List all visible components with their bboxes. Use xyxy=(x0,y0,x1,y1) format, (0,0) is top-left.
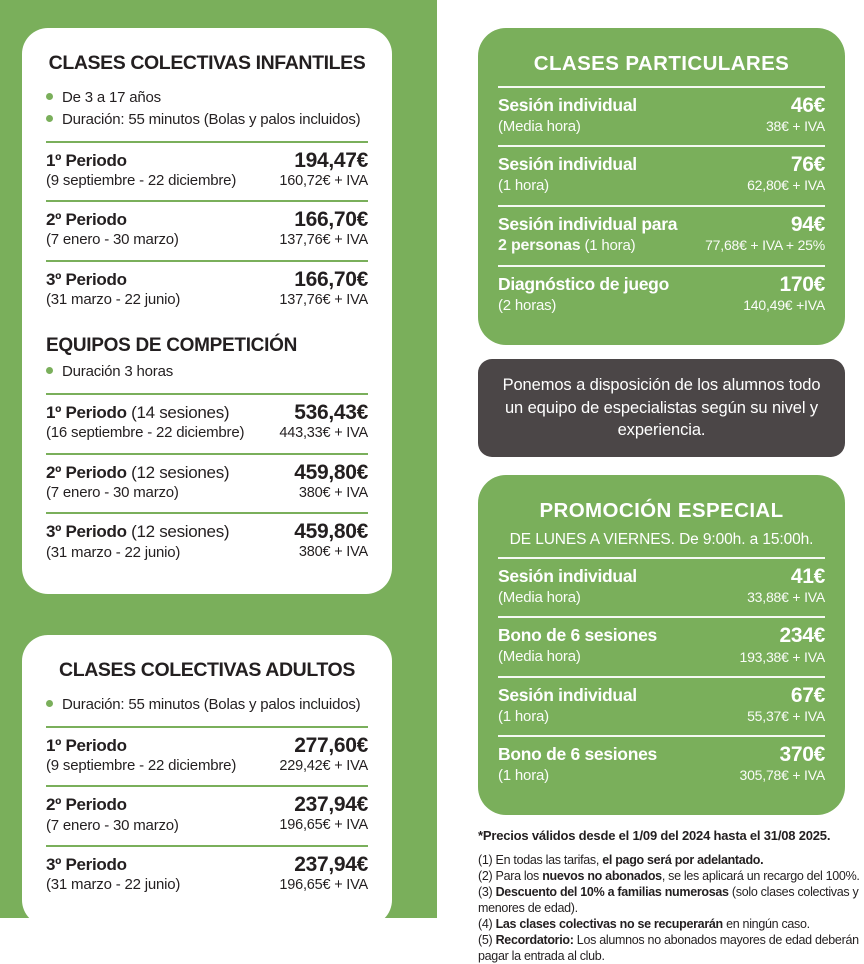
row-sublabel: (16 septiembre - 22 diciembre) xyxy=(46,424,245,442)
price-row-title xyxy=(498,154,743,176)
price-row-title xyxy=(46,462,290,483)
price-row-subtitle xyxy=(46,543,290,563)
price-row-title xyxy=(498,744,736,766)
price-row-labels xyxy=(498,625,740,666)
adultos-bullet-list xyxy=(46,694,368,716)
row-label-note: (14 sesiones) xyxy=(131,403,230,423)
row-price-detail: 62,80€ + IVA xyxy=(747,177,825,194)
row-label: 1º Periodo xyxy=(46,150,127,170)
footnote-text: (4) xyxy=(478,916,496,931)
footnote-text: , se les aplicará un recargo del 100%. xyxy=(661,868,860,883)
row-label: Sesión individual xyxy=(498,154,637,175)
price-row-amounts xyxy=(740,625,826,666)
row-label: Sesión individual xyxy=(498,684,637,705)
footnote-bold-text: el pago será por adelantado. xyxy=(602,852,764,867)
infantiles-bullet-list xyxy=(46,87,368,131)
price-row-labels xyxy=(46,150,279,191)
specialists-notice-box xyxy=(478,359,845,457)
row-label-note: (12 sesiones) xyxy=(131,522,230,542)
price-row xyxy=(498,265,825,324)
price-row-labels xyxy=(46,209,279,250)
price-row-amounts xyxy=(279,402,368,444)
card-clases-colectivas-infantiles xyxy=(22,28,392,594)
price-row xyxy=(498,735,825,794)
price-row-labels xyxy=(498,566,747,607)
row-sublabel: (31 marzo - 22 junio) xyxy=(46,543,181,561)
bullet-dot-icon xyxy=(46,700,53,707)
row-price: 237,94€ xyxy=(294,793,368,817)
footnote-bold-text: Recordatorio: xyxy=(495,932,577,947)
price-row-amounts xyxy=(294,521,368,563)
row-label: 3º Periodo xyxy=(46,269,127,289)
row-sublabel: (1 hora) xyxy=(498,767,549,785)
price-row-labels xyxy=(46,854,279,895)
price-row-amounts xyxy=(747,566,825,607)
price-row-title xyxy=(46,854,275,875)
price-row-subtitle xyxy=(46,423,275,443)
row-price-detail: 160,72€ + IVA xyxy=(279,172,368,189)
row-sublabel: (7 enero - 30 marzo) xyxy=(46,231,179,249)
bullet-text: Duración: 55 minutos (Bolas y palos incluidos) xyxy=(62,110,361,128)
price-row-labels xyxy=(498,154,747,195)
bullet-dot-icon xyxy=(46,367,53,374)
price-row-amounts xyxy=(279,209,368,251)
price-row-subtitle xyxy=(46,483,290,503)
row-label: Diagnóstico de juego xyxy=(498,274,669,295)
row-label-note: (12 sesiones) xyxy=(131,462,230,482)
row-sublabel: (9 septiembre - 22 diciembre) xyxy=(46,756,237,774)
price-row-labels xyxy=(46,462,294,503)
card-clases-colectivas-adultos xyxy=(22,635,392,927)
row-price: 46€ xyxy=(790,94,825,117)
price-row xyxy=(46,141,368,201)
price-row-title xyxy=(46,269,275,290)
price-row-title xyxy=(498,566,743,588)
row-label: 2º Periodo xyxy=(46,795,127,815)
bullet-text: Duración: 55 minutos (Bolas y palos incluidos) xyxy=(62,695,361,713)
footnote-item xyxy=(478,916,864,932)
row-price-detail: 196,65€ + IVA xyxy=(279,817,368,834)
footnote-text: (solo clases colectivas y menores de edad). xyxy=(478,884,859,915)
bullet-item xyxy=(46,361,368,383)
row-label: Bono de 6 sesiones xyxy=(498,625,657,646)
price-row-amounts xyxy=(747,685,825,726)
row-price: 536,43€ xyxy=(294,401,368,425)
price-row-subtitle xyxy=(498,296,739,316)
row-price-detail: 229,42€ + IVA xyxy=(279,757,368,774)
price-row xyxy=(498,86,825,145)
price-row-labels xyxy=(498,685,747,726)
price-row xyxy=(498,676,825,735)
price-row-subtitle xyxy=(498,236,701,257)
row-price: 166,70€ xyxy=(294,267,368,291)
footnote-text: en ningún caso. xyxy=(726,916,810,931)
price-row-title xyxy=(46,150,275,171)
footnote-text: (2) Para los xyxy=(478,868,543,883)
row-sublabel: (31 marzo - 22 junio) xyxy=(46,290,181,308)
card-clases-particulares xyxy=(478,28,845,345)
row-price-detail: 193,38€ + IVA xyxy=(739,648,825,665)
footnote-list xyxy=(478,852,864,964)
footnote-item xyxy=(478,932,864,964)
row-price: 166,70€ xyxy=(294,208,368,232)
footnote-bold-text: Las clases colectivas no se recuperarán xyxy=(495,916,727,931)
row-sublabel: (Media hora) xyxy=(498,588,581,606)
row-label: 3º Periodo xyxy=(46,854,127,874)
particulares-price-rows xyxy=(498,86,825,325)
price-row-title xyxy=(498,95,762,117)
footnote-bold-text: Descuento del 10% a familias numerosas xyxy=(495,884,732,899)
left-green-panel xyxy=(0,0,437,918)
price-row xyxy=(498,557,825,616)
row-sublabel: (7 enero - 30 marzo) xyxy=(46,816,179,834)
row-price-detail: 380€ + IVA xyxy=(298,484,368,501)
row-price-detail: 443,33€ + IVA xyxy=(279,425,368,442)
price-row-subtitle xyxy=(498,707,743,727)
row-label: Sesión individual para xyxy=(498,213,678,234)
price-row-subtitle xyxy=(46,875,275,895)
price-row xyxy=(46,200,368,260)
equipos-bullet-list xyxy=(46,361,368,383)
price-row xyxy=(498,205,825,266)
bullet-text: De 3 a 17 años xyxy=(62,89,161,106)
row-label: 2º Periodo xyxy=(46,210,127,230)
price-row-amounts xyxy=(743,274,825,315)
row-price: 94€ xyxy=(790,212,825,236)
price-row-amounts xyxy=(279,854,368,896)
price-row-subtitle xyxy=(46,230,275,250)
footnotes-section xyxy=(478,828,864,964)
row-price: 76€ xyxy=(790,153,825,177)
price-row xyxy=(46,260,368,320)
footnote-item xyxy=(478,884,864,916)
bullet-item xyxy=(46,109,368,131)
price-row-title xyxy=(498,625,736,647)
row-sublabel-bold: 2 personas xyxy=(498,236,581,254)
footnote-item xyxy=(478,852,864,868)
infantiles-price-rows xyxy=(46,141,368,320)
row-sublabel: (1 hora) xyxy=(584,236,636,254)
price-row-subtitle xyxy=(46,290,275,310)
footnote-text: (3) xyxy=(478,884,496,899)
row-label: 1º Periodo xyxy=(46,735,127,755)
price-row-labels xyxy=(498,95,766,136)
row-price: 67€ xyxy=(790,683,825,707)
row-label: 1º Periodo xyxy=(46,403,127,423)
footnote-text: Los alumnos no abonados mayores de edad deberán pagar la entrada al club. xyxy=(478,932,859,963)
card-subtitle-equipos: EQUIPOS DE COMPETICIÓN xyxy=(46,335,297,357)
row-price-detail: 140,49€ +IVA xyxy=(743,297,825,314)
footnote-item xyxy=(478,868,864,884)
price-row xyxy=(498,616,825,675)
price-row-amounts xyxy=(766,95,825,136)
price-row-amounts xyxy=(279,735,368,777)
footnote-text: (1) En todas las tarifas, xyxy=(478,852,603,867)
price-row-subtitle xyxy=(46,171,275,191)
row-price-detail: 55,37€ + IVA xyxy=(747,707,825,724)
card-title-promocion: PROMOCIÓN ESPECIAL xyxy=(539,499,784,523)
price-row-amounts xyxy=(294,462,368,504)
row-price: 237,94€ xyxy=(294,852,368,876)
price-row-labels xyxy=(498,744,740,785)
promo-schedule-subtitle: DE LUNES A VIERNES. De 9:00h. a 15:00h. xyxy=(509,531,814,549)
row-label: Bono de 6 sesiones xyxy=(498,744,657,765)
bullet-dot-icon xyxy=(46,115,53,122)
row-label: Sesión individual xyxy=(498,566,637,587)
price-row-subtitle xyxy=(498,176,743,196)
row-price: 370€ xyxy=(779,743,825,767)
price-row-title xyxy=(46,209,275,230)
row-sublabel: (9 septiembre - 22 diciembre) xyxy=(46,171,237,189)
equipos-price-rows xyxy=(46,393,368,572)
price-row-subtitle xyxy=(46,756,275,776)
price-row-amounts xyxy=(279,794,368,836)
row-price-detail: 196,65€ + IVA xyxy=(279,876,368,893)
price-row-amounts xyxy=(747,154,825,195)
row-price: 194,47€ xyxy=(294,148,368,172)
price-row-title xyxy=(498,214,701,236)
card-promocion-especial xyxy=(478,475,845,815)
price-row-title xyxy=(46,794,275,815)
card-title-adultos: CLASES COLECTIVAS ADULTOS xyxy=(59,658,355,681)
row-sublabel: (Media hora) xyxy=(498,117,581,135)
row-sublabel: (1 hora) xyxy=(498,707,549,725)
price-row-amounts xyxy=(279,150,368,192)
row-label: Sesión individual xyxy=(498,95,637,115)
bullet-item xyxy=(46,87,368,109)
row-price: 170€ xyxy=(779,273,825,297)
bullet-text: Duración 3 horas xyxy=(62,363,174,381)
price-row-title xyxy=(498,274,739,296)
row-price: 234€ xyxy=(779,624,825,648)
row-price: 459,80€ xyxy=(294,520,368,544)
row-sublabel: (Media hora) xyxy=(498,648,581,666)
price-row xyxy=(46,453,368,513)
row-price-detail: 33,88€ + IVA xyxy=(747,589,825,606)
price-row xyxy=(46,726,368,786)
price-row xyxy=(46,512,368,572)
price-row-labels xyxy=(498,274,743,315)
price-row-amounts xyxy=(740,744,826,785)
row-price: 41€ xyxy=(790,565,825,589)
row-price: 277,60€ xyxy=(294,733,368,757)
price-row-labels xyxy=(46,269,279,310)
row-label: 2º Periodo xyxy=(46,462,127,482)
price-row-labels xyxy=(46,521,294,562)
bullet-item xyxy=(46,694,368,716)
footnote-bold-text: nuevos no abonados xyxy=(542,868,662,883)
price-row xyxy=(498,145,825,204)
row-price-detail: 77,68€ + IVA + 25% xyxy=(705,236,825,253)
row-price-detail: 305,78€ + IVA xyxy=(739,767,825,784)
price-row-title xyxy=(498,685,743,707)
price-row-subtitle xyxy=(498,647,736,667)
row-sublabel: (1 hora) xyxy=(498,177,549,195)
bullet-dot-icon xyxy=(46,93,53,100)
notice-text: Ponemos a disposición de los alumnos todo un equipo de especialistas según su nivel y experiencia. xyxy=(502,375,821,440)
promo-price-rows xyxy=(498,557,825,795)
adultos-price-rows xyxy=(46,726,368,905)
price-row-amounts xyxy=(279,269,368,311)
row-sublabel: (7 enero - 30 marzo) xyxy=(46,483,179,501)
footnote-text: (5) xyxy=(478,932,496,947)
row-price-detail: 137,76€ + IVA xyxy=(279,291,368,308)
price-row-subtitle xyxy=(498,588,743,608)
price-row xyxy=(46,845,368,905)
price-row-amounts xyxy=(705,214,825,255)
price-row-labels xyxy=(498,214,705,257)
price-validity-note: *Precios válidos desde el 1/09 del 2024 hasta el 31/08 2025. xyxy=(478,827,831,843)
row-price: 459,80€ xyxy=(294,460,368,484)
card-title-infantiles: CLASES COLECTIVAS INFANTILES xyxy=(48,52,366,74)
row-sublabel: (31 marzo - 22 junio) xyxy=(46,876,181,894)
price-row-title xyxy=(46,521,290,542)
right-column xyxy=(478,28,864,964)
price-row-subtitle xyxy=(498,117,762,137)
row-price-detail: 137,76€ + IVA xyxy=(279,232,368,249)
row-label: 3º Periodo xyxy=(46,522,127,542)
row-price-detail: 380€ + IVA xyxy=(298,544,368,561)
price-row xyxy=(46,785,368,845)
row-price-detail: 38€ + IVA xyxy=(765,118,825,135)
price-row-title xyxy=(46,735,275,756)
price-row-subtitle xyxy=(46,816,275,836)
card-title-particulares: CLASES PARTICULARES xyxy=(533,52,790,75)
price-row-labels xyxy=(46,794,279,835)
price-row-title xyxy=(46,402,275,423)
row-sublabel: (2 horas) xyxy=(498,297,557,315)
price-row xyxy=(46,393,368,453)
price-row-labels xyxy=(46,402,279,443)
price-row-subtitle xyxy=(498,766,736,786)
price-row-labels xyxy=(46,735,279,776)
